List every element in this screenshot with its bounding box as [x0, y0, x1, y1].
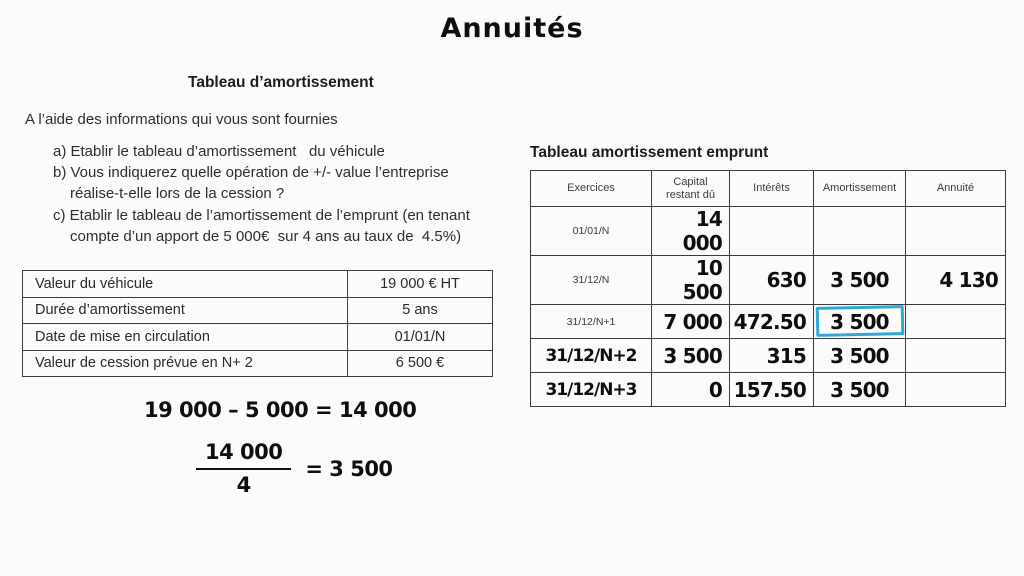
column-header-interets: Intérêts: [730, 171, 814, 207]
cell-interets: [730, 207, 814, 256]
cell-amortissement: [814, 207, 906, 256]
table-row: [531, 305, 1006, 339]
cell-exercice: 31/12/N: [531, 256, 652, 305]
table-header-row: [531, 171, 1006, 207]
cell-interets: 157.50: [730, 373, 814, 407]
cell-annuite: [906, 339, 1006, 373]
info-label: Valeur du véhicule: [23, 271, 348, 298]
handwritten-formula-subtraction: 19 000 – 5 000 = 14 000: [144, 398, 417, 422]
info-value: 5 ans: [348, 297, 493, 324]
cell-capital: 14 000: [652, 207, 730, 256]
cell-amortissement: 3 500: [814, 256, 906, 305]
cell-amortissement: 3 500: [814, 339, 906, 373]
cell-interets: 472.50: [730, 305, 814, 339]
intro-text: A l’aide des informations qui vous sont fournies: [25, 111, 338, 128]
table-row: [531, 256, 1006, 305]
task-c: c) Etablir le tableau de l’amortissement de l’emprunt (en tenant: [53, 206, 470, 224]
cell-interets: 315: [730, 339, 814, 373]
table-row: [23, 350, 493, 377]
column-header-amortissement: Amortissement: [814, 171, 906, 207]
task-list: [53, 141, 470, 247]
page-title: Annuités: [440, 13, 584, 44]
cell-amortissement: 3 500: [814, 373, 906, 407]
info-label: Date de mise en circulation: [23, 324, 348, 351]
cell-exercice: 01/01/N: [531, 207, 652, 256]
left-section-heading: Tableau d’amortissement: [188, 74, 374, 91]
cell-capital: 10 500: [652, 256, 730, 305]
table-row: [531, 373, 1006, 407]
cell-capital: 7 000: [652, 305, 730, 339]
cell-annuite: 4 130: [906, 256, 1006, 305]
info-value: 01/01/N: [348, 324, 493, 351]
cell-interets: 630: [730, 256, 814, 305]
fraction: [196, 440, 291, 497]
table-row: [531, 207, 1006, 256]
vehicle-info-table: [22, 270, 493, 377]
info-value: 19 000 € HT: [348, 271, 493, 298]
table-row: [531, 339, 1006, 373]
cell-annuite: [906, 305, 1006, 339]
cell-exercice: 31/12/N+2: [531, 339, 652, 373]
highlighted-value: 3 500: [830, 309, 889, 334]
loan-amortization-table: [530, 170, 1006, 407]
info-label: Valeur de cession prévue en N+ 2: [23, 350, 348, 377]
cell-capital: 0: [652, 373, 730, 407]
task-c-continuation: compte d’un apport de 5 000€ sur 4 ans au taux de 4.5%): [70, 227, 462, 245]
cell-exercice: 31/12/N+3: [531, 373, 652, 407]
cell-annuite: [906, 207, 1006, 256]
task-a: a) Etablir le tableau d’amortissement du véhicule: [53, 143, 385, 160]
handwritten-formula-division: [196, 440, 393, 497]
column-header-capital-restant-du: Capital restant dû: [652, 171, 730, 207]
fraction-result: = 3 500: [305, 456, 393, 481]
loan-table-heading: Tableau amortissement emprunt: [530, 144, 769, 161]
task-b: b) Vous indiquerez quelle opération de +/- value l’entreprise: [53, 164, 449, 182]
table-row: [23, 324, 493, 351]
cell-capital: 3 500: [652, 339, 730, 373]
task-b-continuation: réalise-t-elle lors de la cession ?: [70, 185, 285, 203]
fraction-denominator: 4: [236, 473, 251, 497]
table-row: [23, 271, 493, 298]
cell-exercice: 31/12/N+1: [531, 305, 652, 339]
info-value: 6 500 €: [348, 350, 493, 377]
cell-annuite: [906, 373, 1006, 407]
table-row: [23, 297, 493, 324]
cell-amortissement-highlighted: [814, 305, 906, 339]
info-label: Durée d’amortissement: [23, 297, 348, 324]
fraction-numerator: 14 000: [196, 440, 291, 470]
column-header-annuite: Annuité: [906, 171, 1006, 207]
column-header-exercices: Exercices: [531, 171, 652, 207]
